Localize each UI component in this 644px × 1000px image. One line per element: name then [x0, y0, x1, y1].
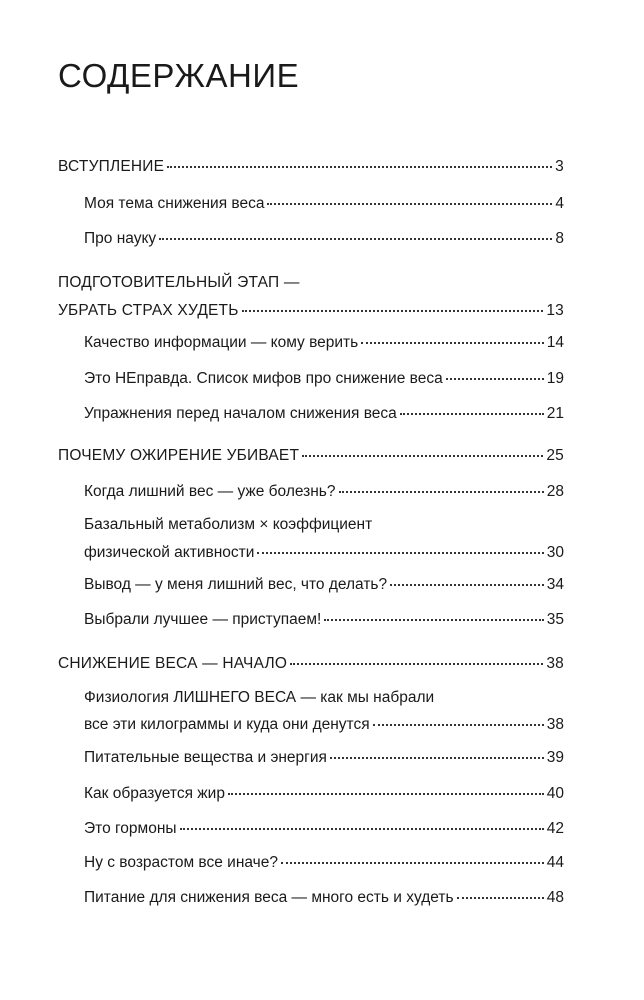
toc-entry-page: 28 — [546, 483, 564, 500]
toc-entry-title: физической активности — [84, 544, 255, 561]
toc-entry-title: Это гормоны — [84, 820, 177, 837]
dot-leader — [242, 310, 544, 312]
toc-entry-page: 21 — [546, 405, 564, 422]
dot-leader — [257, 552, 543, 554]
toc-entry-page: 8 — [555, 230, 564, 247]
toc-entry[interactable] — [0, 573, 644, 597]
dot-leader — [228, 793, 544, 795]
toc-entry[interactable] — [0, 444, 644, 468]
toc-entry-page: 39 — [546, 749, 564, 766]
toc-entry[interactable] — [0, 608, 644, 632]
dot-leader — [361, 342, 544, 344]
toc-entry-page: 34 — [546, 576, 564, 593]
toc-entry[interactable] — [0, 227, 644, 251]
toc-entry-page: 30 — [546, 544, 564, 561]
toc-entry[interactable] — [0, 817, 644, 841]
toc-entry-page: 38 — [546, 655, 564, 672]
toc-entry-page: 35 — [546, 611, 564, 628]
dot-leader — [373, 724, 544, 726]
toc-entry-page: 13 — [546, 302, 564, 319]
toc-entry-title-line1: ПОДГОТОВИТЕЛЬНЫЙ ЭТАП — — [58, 274, 300, 291]
toc-entry[interactable] — [0, 782, 644, 806]
dot-leader — [180, 828, 544, 830]
toc-entry[interactable] — [0, 886, 644, 910]
toc-entry[interactable] — [0, 271, 644, 323]
dot-leader — [167, 166, 552, 168]
dot-leader — [457, 897, 544, 899]
toc-entry[interactable] — [0, 851, 644, 875]
toc-entry-title: Ну с возрастом все иначе? — [84, 854, 278, 871]
dot-leader — [400, 413, 544, 415]
toc-entry-title: все эти килограммы и куда они денутся — [84, 716, 370, 733]
toc-entry-title: Выбрали лучшее — приступаем! — [84, 611, 322, 628]
toc-entry-title: СНИЖЕНИЕ ВЕСА — НАЧАЛО — [58, 655, 288, 672]
toc-entry-page: 19 — [546, 370, 564, 387]
toc-entry[interactable] — [0, 480, 644, 504]
dot-leader — [390, 584, 544, 586]
dot-leader — [267, 203, 552, 205]
dot-leader — [290, 663, 543, 665]
dot-leader — [159, 238, 552, 240]
toc-entry-title: Про науку — [84, 230, 157, 247]
dot-leader — [446, 378, 544, 380]
toc-entry[interactable] — [0, 686, 644, 737]
page-title: СОДЕРЖАНИЕ — [58, 57, 300, 94]
toc-entry[interactable] — [0, 652, 644, 676]
toc-entry-title: Моя тема снижения веса — [84, 195, 265, 212]
toc-entry[interactable] — [0, 331, 644, 355]
toc-entry-title: Это НЕправда. Список мифов про снижение веса — [84, 370, 443, 387]
toc-entry-page: 14 — [546, 334, 564, 351]
toc-entry-title: Как образуется жир — [84, 785, 225, 802]
toc-entry-page: 48 — [546, 889, 564, 906]
dot-leader — [302, 455, 543, 457]
toc-entry-page: 40 — [546, 785, 564, 802]
toc-entry-title: УБРАТЬ СТРАХ ХУДЕТЬ — [58, 302, 239, 319]
toc-entry-title: ВСТУПЛЕНИЕ — [58, 158, 165, 175]
dot-leader — [281, 862, 544, 864]
toc-entry[interactable] — [0, 402, 644, 426]
toc-entry-page: 25 — [546, 447, 564, 464]
toc-entry-title: Питательные вещества и энергия — [84, 749, 327, 766]
toc-entry[interactable] — [0, 155, 644, 179]
toc-entry[interactable] — [0, 746, 644, 770]
toc-entry-title-line1: Физиология ЛИШНЕГО ВЕСА — как мы набрали — [84, 689, 435, 706]
toc-entry-title: Качество информации — кому верить — [84, 334, 359, 351]
toc-entry-title: Вывод — у меня лишний вес, что делать? — [84, 576, 388, 593]
dot-leader — [339, 491, 544, 493]
toc-entry-page: 44 — [546, 854, 564, 871]
toc-entry[interactable] — [0, 513, 644, 565]
toc-entry-title: Упражнения перед началом снижения веса — [84, 405, 397, 422]
toc-entry-title: Питание для снижения веса — много есть и худеть — [84, 889, 454, 906]
dot-leader — [330, 757, 544, 759]
toc-entry-page: 3 — [555, 158, 564, 175]
toc-entry-title: Когда лишний вес — уже болезнь? — [84, 483, 336, 500]
toc-entry-page: 42 — [546, 820, 564, 837]
toc-entry-title: ПОЧЕМУ ОЖИРЕНИЕ УБИВАЕТ — [58, 447, 300, 464]
toc-entry-title-line1: Базальный метаболизм × коэффициент — [84, 516, 373, 533]
toc-entry[interactable] — [0, 192, 644, 216]
toc-entry-page: 38 — [546, 716, 564, 733]
dot-leader — [324, 619, 543, 621]
toc-entry-page: 4 — [555, 195, 564, 212]
toc-entry[interactable] — [0, 367, 644, 391]
